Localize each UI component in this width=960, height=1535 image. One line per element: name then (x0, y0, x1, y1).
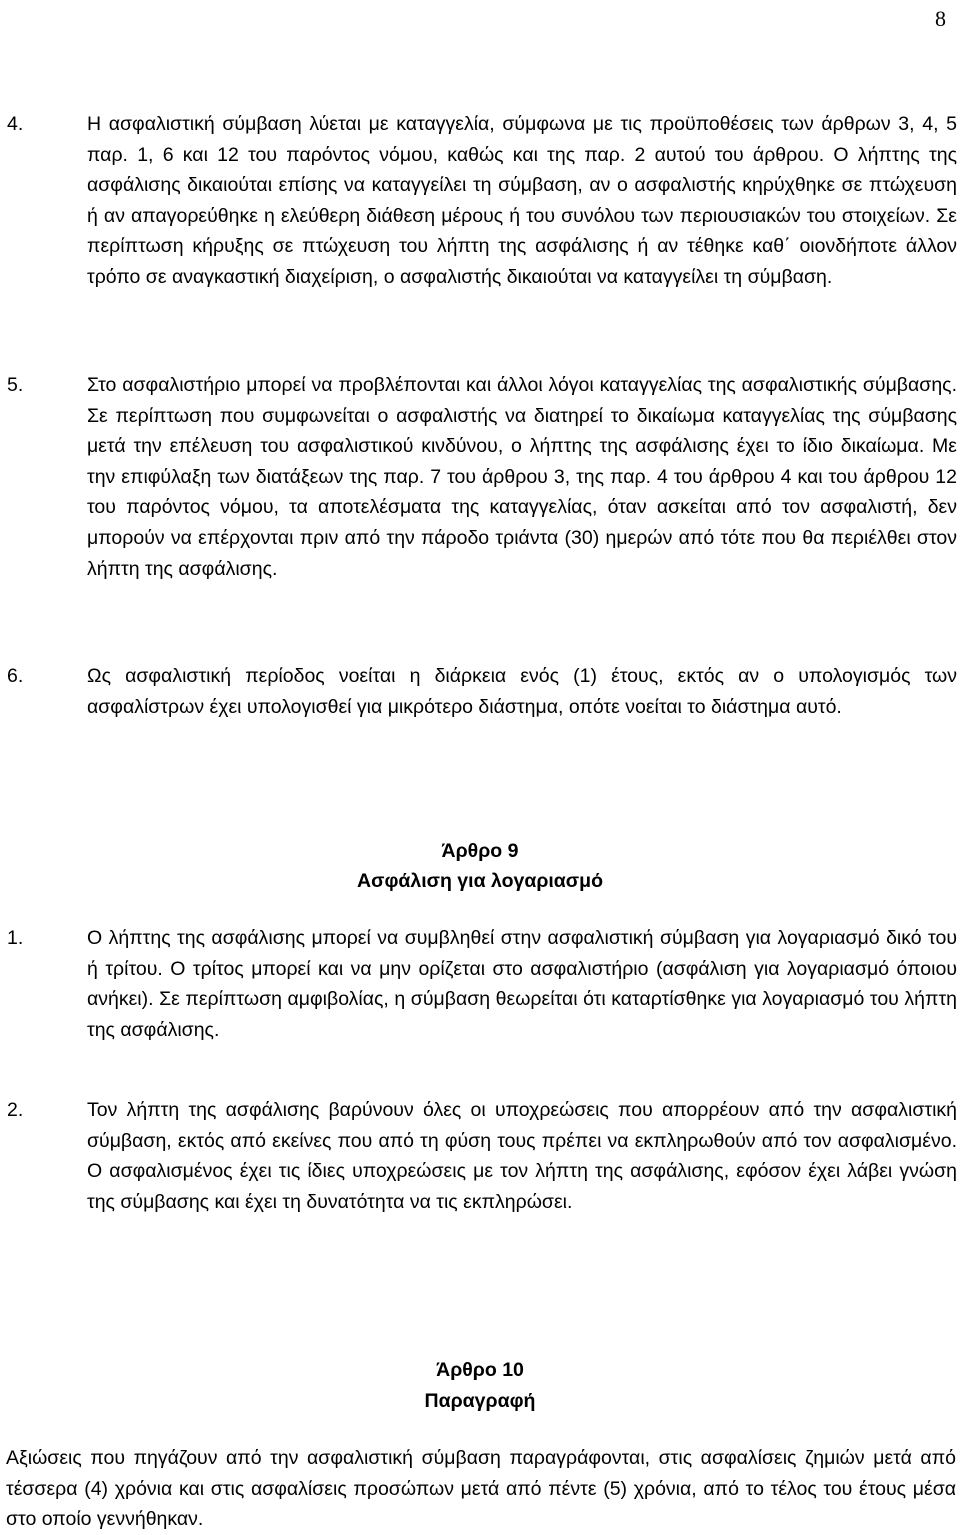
paragraph-6 (7, 661, 957, 722)
paragraph-5 (7, 370, 957, 584)
page-number: 8 (935, 6, 946, 31)
article-10-title: Άρθρο 10 (436, 1359, 524, 1381)
paragraph-number: 5. (7, 374, 24, 396)
article-9-paragraph-1 (7, 923, 957, 1045)
paragraph-text: Τον λήπτη της ασφάλισης βαρύνουν όλες οι υποχρεώσεις που απορρέουν από την ασφαλιστική σύμβαση, εκτός από εκείνες που από τη φύση τους πρέπει να εκπληρωθούν από τον ασφαλισμένο. Ο ασφαλισμένος έχει τις ίδιες υποχρεώσεις με τον λήπτη της ασφάλισης, εφόσον έχει λάβει γνώση της σύμβασης και έχει τη δυνατότητα να τις εκπληρώσει. (87, 1099, 957, 1213)
article-10-subtitle: Παραγραφή (424, 1390, 536, 1412)
paragraph-number: 4. (7, 113, 24, 135)
paragraph-number: 2. (7, 1099, 24, 1121)
article-10-paragraph: Αξιώσεις που πηγάζουν από την ασφαλιστική σύμβαση παραγράφονται, στις ασφαλίσεις ζημιών μετά από τέσσερα (4) χρόνια και στις ασφαλίσεις προσώπων μετά από πέντε (5) χρόνια, από το τέλος του έτους μέσα στο οποίο γεννήθηκαν. (6, 1447, 956, 1531)
article-9-subtitle: Ασφάλιση για λογαριασμό (357, 870, 603, 892)
paragraph-text: Στο ασφαλιστήριο μπορεί να προβλέπονται και άλλοι λόγοι καταγγελίας της ασφαλιστικής σύμβασης. Σε περίπτωση που συμφωνείται ο ασφαλιστής να διατηρεί το δικαίωμα καταγγελίας της σύμβασης μετά την επέλευση του ασφαλιστικού κινδύνου, ο λήπτης της ασφάλισης έχει το ίδιο δικαίωμα. Με την επιφύλαξη των διατάξεων της παρ. 7 του άρθρου 3, της παρ. 4 του άρθρου 4 και του άρθρου 12 του παρόντος νόμου, τα αποτελέσματα της καταγγελίας, όταν ασκείται από τον ασφαλιστή, δεν μπορούν να επέρχονται πριν από την πάροδο τριάντα (30) ημερών από τότε που θα περιέλθει στον λήπτη της ασφάλισης. (87, 374, 957, 580)
article-9-title: Άρθρο 9 (441, 840, 519, 862)
paragraph-number: 6. (7, 665, 24, 687)
article-9-paragraph-2 (7, 1095, 957, 1217)
paragraph-number: 1. (7, 927, 24, 949)
paragraph-text: Η ασφαλιστική σύμβαση λύεται με καταγγελία, σύμφωνα με τις προϋποθέσεις των άρθρων 3, 4, 5 παρ. 1, 6 και 12 του παρόντος νόμου, καθώς και της παρ. 2 αυτού του άρθρου. Ο λήπτης της ασφάλισης δικαιούται επίσης να καταγγείλει τη σύμβαση, αν ο ασφαλιστής κηρύχθηκε σε πτώχευση ή αν απαγορεύθηκε η ελεύθερη διάθεση μέρους ή του συνόλου των περιουσιακών του στοιχείων. Σε περίπτωση κήρυξης σε πτώχευση του λήπτη της ασφάλισης ή αν τέθηκε καθ΄ οιονδήποτε άλλον τρόπο σε αναγκαστική διαχείριση, ο ασφαλιστής δικαιούται να καταγγείλει τη σύμβαση. (87, 113, 957, 288)
paragraph-text: Ο λήπτης της ασφάλισης μπορεί να συμβληθεί στην ασφαλιστική σύμβαση για λογαριασμό δικό του ή τρίτου. Ο τρίτος μπορεί και να μην ορίζεται στο ασφαλιστήριο (ασφάλιση για λογαριασμό όποιου ανήκει). Σε περίπτωση αμφιβολίας, η σύμβαση θεωρείται ότι καταρτίσθηκε για λογαριασμό του λήπτη της ασφάλισης. (87, 927, 957, 1041)
paragraph-text: Ως ασφαλιστική περίοδος νοείται η διάρκεια ενός (1) έτους, εκτός αν ο υπολογισμός των ασφαλίστρων έχει υπολογισθεί για μικρότερο διάστημα, οπότε νοείται το διάστημα αυτό. (87, 665, 957, 718)
paragraph-4 (7, 109, 957, 293)
